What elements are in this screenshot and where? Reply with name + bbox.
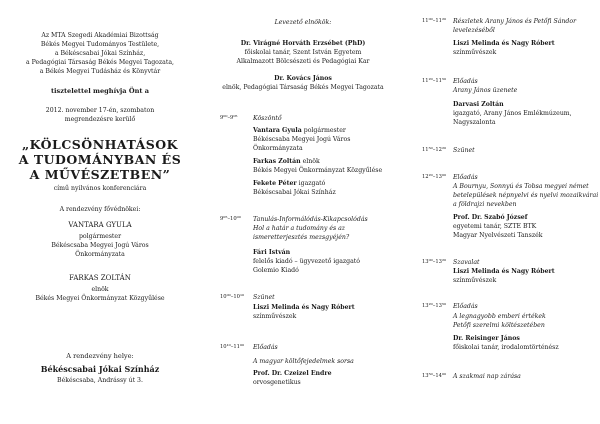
session-title: A magyar költőfejedelmek sorsa — [253, 358, 354, 365]
program-panel-2 — [404, 0, 599, 424]
session-title: Petőfi szerelmi költészetében — [453, 322, 545, 329]
speaker-role: polgármester — [301, 127, 346, 134]
speaker-name: Prof. Dr. Czeizel Endre — [253, 370, 332, 377]
speaker-role: elnök — [300, 158, 320, 165]
patron-role: polgármester — [78, 233, 122, 240]
speaker-role: Magyar Nyelvészeti Tanszék — [453, 232, 543, 239]
patron-name: VANTARA GYULA — [68, 221, 132, 229]
speaker-role: orvosgenetikus — [253, 379, 301, 386]
session-label: Szavalat — [453, 259, 480, 266]
speaker-role: igazgató — [296, 180, 326, 187]
organizer-line: a Pedagógiai Társaság Békés Megyei Tagozata, — [26, 59, 174, 66]
venue-address: Békéscsaba, Andrássy út 3. — [57, 377, 143, 384]
organizer-line: Békés Megyei Tudományos Testülete, — [40, 41, 160, 48]
patron-role: Önkormányzata — [75, 251, 125, 258]
chair-name: Dr. Kovács János — [274, 75, 332, 82]
session-title: Részletek Arany János és Petőfi Sándor — [453, 18, 577, 25]
chair-role: Alkalmazott Bölcsészeti és Pedagógiai Kar — [236, 58, 370, 65]
session-time: 11²⁰–11⁵⁰ — [422, 78, 447, 84]
speaker-name: Farkas Zoltán — [253, 158, 301, 165]
chair-role: elnök, Pedagógiai Társaság Békés Megyei Tagozata — [222, 84, 384, 91]
patron-name: FARKAS ZOLTÁN — [69, 274, 131, 282]
speaker-role: Önkormányzata — [253, 145, 303, 152]
patron-role: Békéscsaba Megyei Jogú Város — [51, 242, 149, 249]
speaker-name: Fári István — [253, 249, 291, 256]
session-title: Hol a határ a tudomány és az — [253, 225, 346, 232]
session-title: Arany János üzenete — [453, 87, 518, 94]
speaker-name: Fekete Péter — [253, 180, 297, 187]
speaker-role: Golemio Kiadó — [253, 267, 299, 274]
patron-role: Békés Megyei Önkormányzat Közgyűlése — [35, 295, 165, 302]
speaker-name: Liszi Melinda és Nagy Róbert — [453, 268, 555, 275]
organizer-line: a Békés Megyei Tudásház és Könyvtár — [39, 68, 161, 75]
patron-role: elnök — [91, 286, 109, 293]
speaker-line — [253, 158, 320, 166]
speaker-name: Vantara Gyula — [253, 127, 302, 134]
speaker-role: Nagyszalonta — [453, 119, 496, 126]
speaker-role: színművészek — [453, 277, 497, 284]
speaker-role: Békéscsabai Jókai Színház — [253, 189, 336, 196]
speaker-role: felelős kiadó – ügyvezető igazgató — [253, 258, 361, 265]
session-time: 12²⁰–13⁰⁰ — [422, 174, 447, 180]
session-label: Előadás — [453, 174, 478, 181]
chairs-label: Levezető elnökök: — [274, 19, 332, 26]
invite-text: tisztelettel meghívja Önt a — [50, 87, 150, 95]
session-title: Tanulás-Informálódás-Kikapcsolódás — [253, 216, 368, 223]
speaker-role: Békés Megyei Önkormányzat Közgyűlése — [253, 167, 383, 174]
speaker-name: Liszi Melinda és Nagy Róbert — [453, 40, 555, 47]
conference-title-line: A MŰVÉSZETBEN” — [29, 167, 171, 182]
venue-label: A rendezvény helye: — [66, 352, 134, 360]
session-title: A Bournyu, Sonnyú és Tobsa megyei német — [453, 183, 589, 190]
speaker-role: igazgató, Arany János Emlékmúzeum, — [453, 110, 572, 117]
session-time: 11⁰⁰–11²⁰ — [422, 18, 447, 24]
organizer-line: Az MTA Szegedi Akadémiai Bizottság — [41, 32, 159, 39]
session-label: Előadás — [453, 303, 478, 310]
conference-title-line: „KÖLCSÖNHATÁSOK — [21, 137, 179, 152]
session-title: levelezéséből — [453, 27, 495, 34]
session-label: A szakmai nap zárása — [453, 373, 521, 380]
speaker-role: egyetemi tanár, SZTE BTK — [453, 223, 537, 230]
speaker-name: Dr. Reisinger János — [453, 335, 520, 342]
session-time: 9⁰⁰–9⁰⁵ — [220, 115, 238, 121]
event-date-sub: megrendezésre kerülő — [64, 116, 136, 123]
chair-name: Dr. Virágné Horváth Erzsébet (PhD) — [240, 40, 366, 47]
organizer-line: a Békéscsabai Jókai Színház, — [54, 50, 146, 57]
session-label: Előadás — [453, 78, 478, 85]
speaker-name: Liszi Melinda és Nagy Róbert — [253, 304, 355, 311]
session-time: 10⁰⁰–10¹⁰ — [220, 294, 245, 300]
session-title: ismeretterjesztés mezsgyéjén? — [253, 234, 350, 241]
speaker-role: színművészek — [453, 49, 497, 56]
speaker-name: Darvasi Zoltán — [453, 101, 504, 108]
speaker-role: Békéscsaba Megyei Jogú Város — [253, 136, 351, 143]
session-time: 10¹⁰–11⁰⁰ — [220, 344, 245, 350]
speaker-role: főiskolai tanár, irodalomtörténész — [453, 344, 559, 351]
session-label: Előadás — [253, 344, 278, 351]
conference-title-line: A TUDOMÁNYBAN ÉS — [18, 152, 182, 167]
venue-name: Békéscsabai Jókai Színház — [40, 364, 160, 374]
session-time: 13²⁰–13⁵⁰ — [422, 303, 447, 309]
session-label: Szünet — [253, 294, 275, 301]
session-title: betelepülések népnyelvi és nyelvi mozaikvárai — [453, 192, 599, 199]
speaker-line — [253, 127, 346, 135]
session-time: 9⁰⁵–10⁰⁰ — [220, 216, 241, 222]
speaker-line — [253, 180, 325, 188]
session-time: 13⁰⁰–13²⁰ — [422, 259, 447, 265]
session-label: Szünet — [453, 147, 475, 154]
session-title: a földrajzi nevekben — [453, 201, 517, 208]
conference-subtitle: című nyilvános konferenciára — [53, 185, 147, 192]
session-title: A legnagyobb emberi értékek — [453, 313, 546, 320]
chair-role: főiskolai tanár, Szent István Egyetem — [244, 49, 362, 56]
session-time: 13⁵⁰–14⁰⁰ — [422, 373, 447, 379]
speaker-role: színművészek — [253, 313, 297, 320]
event-date: 2012. november 17-én, szombaton — [45, 107, 155, 114]
program-panel-1 — [212, 0, 394, 424]
invitation-panel — [0, 0, 200, 424]
patrons-label: A rendezvény fővédnökei: — [59, 206, 141, 213]
session-label: Köszöntő — [253, 115, 282, 122]
session-time: 11⁵⁰–12²⁰ — [422, 147, 447, 153]
speaker-name: Prof. Dr. Szabó József — [453, 214, 528, 221]
